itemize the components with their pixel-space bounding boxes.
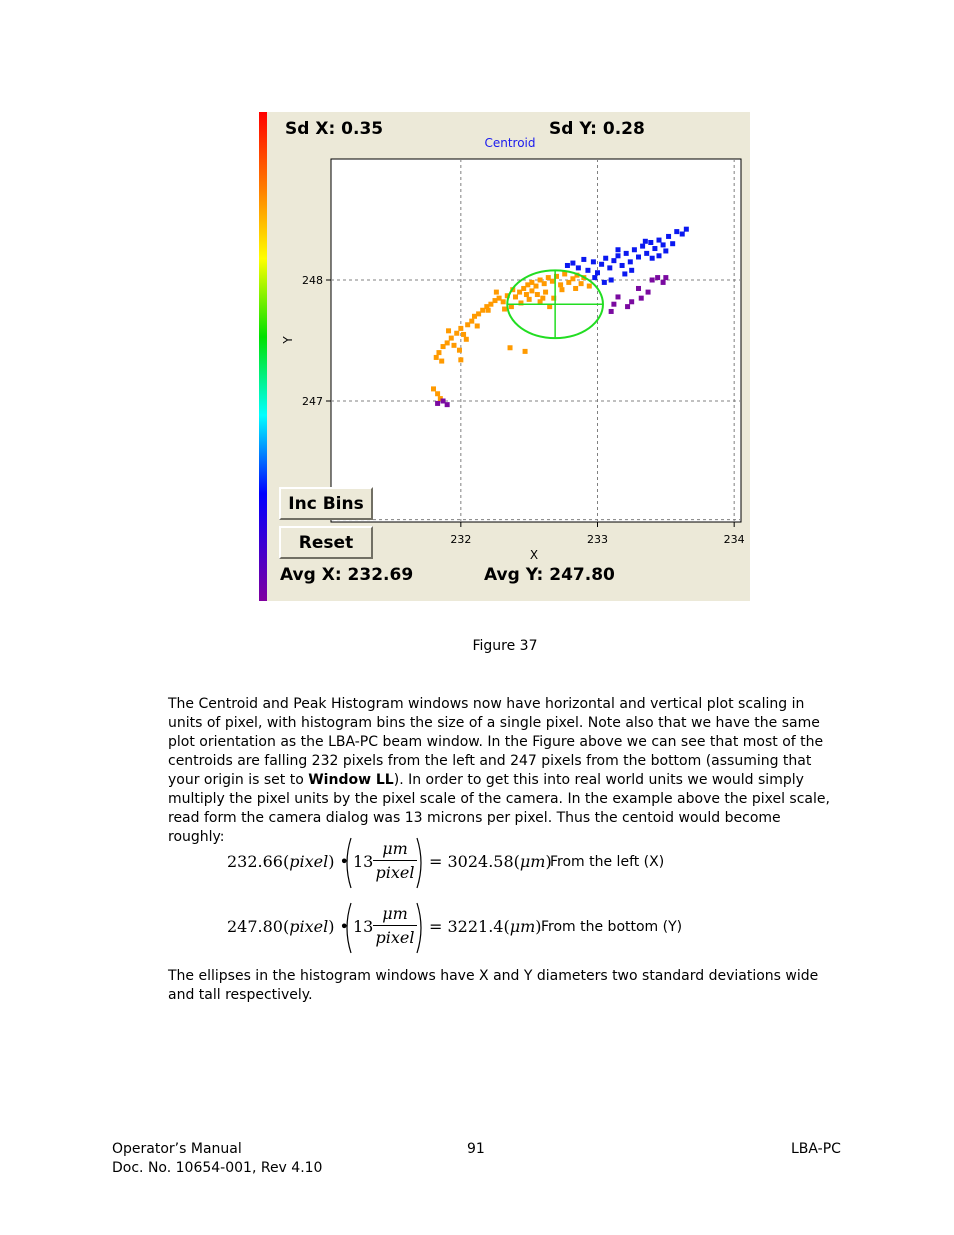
data-point: [579, 281, 584, 286]
left-paren: [341, 901, 353, 955]
data-point: [624, 251, 629, 256]
data-point: [644, 251, 649, 256]
data-point: [663, 275, 668, 280]
paragraph-text: The Centroid and Peak Histogram windows now have horizontal and vertical plot scaling in units of pixel, with histogram bins the size of a single pixel. Note also that we have the same plot orientation as the LBA-PC beam window. In the Figure above we can see that most of the centroids are falling 232 pixels from the left and 247 pixels from the bottom (assuming that your origin is set to: [168, 696, 824, 788]
x-axis-label: X: [529, 548, 539, 562]
data-point: [684, 227, 689, 232]
data-point: [469, 319, 474, 324]
data-point: [609, 309, 614, 314]
data-point: [616, 294, 621, 299]
data-point: [535, 292, 540, 297]
data-point: [452, 343, 457, 348]
data-point: [646, 290, 651, 295]
data-point: [640, 244, 645, 249]
x-tick-label: 234: [723, 533, 745, 546]
data-point: [666, 234, 671, 239]
eq-unit: pixel: [289, 852, 329, 871]
data-point: [650, 278, 655, 283]
data-point: [636, 286, 641, 291]
footer-doc-number: Doc. No. 10654-001, Rev 4.10: [112, 1160, 323, 1176]
data-point: [632, 247, 637, 252]
ellipse-layer: [507, 270, 603, 338]
data-point: [550, 279, 555, 284]
eq-fraction: [373, 838, 417, 883]
data-point: [652, 246, 657, 251]
data-point: [680, 232, 685, 237]
data-point: [542, 281, 547, 286]
data-point: [570, 261, 575, 266]
inc-bins-button[interactable]: Inc Bins: [279, 487, 373, 520]
eq-factor: 13: [353, 852, 374, 871]
data-point: [494, 290, 499, 295]
eq-result: = 3024.58(: [429, 852, 520, 871]
data-point: [523, 349, 528, 354]
avg-y-readout: Avg Y: 247.80: [484, 565, 615, 585]
eq-value: 247.80(: [227, 917, 290, 936]
data-point: [655, 275, 660, 280]
data-point: [611, 302, 616, 307]
sd-y-readout: Sd Y: 0.28: [549, 119, 645, 139]
data-point: [636, 255, 641, 260]
x-tick-label: 232: [450, 533, 472, 546]
footer-page-number: 91: [467, 1141, 485, 1157]
data-point: [592, 275, 597, 280]
eq-result-close: ): [545, 852, 552, 871]
data-point: [475, 323, 480, 328]
sd-x-readout: Sd X: 0.35: [285, 119, 384, 139]
data-point: [603, 256, 608, 261]
eq-numerator: μm: [382, 839, 408, 858]
paragraph-text: ). In order to get this into real world units we would simply multiply the pixel units by the pixel scale of the camera. In the example above the pixel scale, read form the camera dialog was 13 microns per pixel. Thus the centoid would become roughly:: [168, 772, 830, 845]
eq-dot: •: [339, 852, 349, 871]
data-point: [435, 401, 440, 406]
data-point: [559, 287, 564, 292]
eq-result: = 3221.4(: [429, 917, 510, 936]
right-paren: [415, 836, 427, 890]
data-point: [622, 271, 627, 276]
data-point: [457, 348, 462, 353]
data-point: [458, 357, 463, 362]
data-point: [502, 307, 507, 312]
data-point: [585, 268, 590, 273]
data-point: [445, 340, 450, 345]
data-point: [609, 278, 614, 283]
body-paragraph-1: [168, 695, 840, 847]
eq-label: From the bottom (Y): [541, 919, 683, 935]
eq-value: 232.66(: [227, 852, 290, 871]
eq-dot: •: [339, 917, 349, 936]
data-point: [670, 241, 675, 246]
data-point: [625, 304, 630, 309]
data-point: [595, 270, 600, 275]
data-point: [449, 336, 454, 341]
data-point: [458, 326, 463, 331]
eq-close: ): [328, 917, 335, 936]
data-point: [558, 282, 563, 287]
data-point: [543, 290, 548, 295]
data-point: [661, 242, 666, 247]
data-point: [434, 355, 439, 360]
footer-product: LBA-PC: [791, 1141, 841, 1157]
plot-area: [331, 159, 741, 522]
data-point: [573, 286, 578, 291]
data-point: [445, 402, 450, 407]
eq-label: From the left (X): [550, 854, 665, 870]
data-point: [461, 332, 466, 337]
data-point: [657, 238, 662, 243]
eq-unit: pixel: [289, 917, 329, 936]
data-point: [599, 262, 604, 267]
eq-numerator: μm: [382, 904, 408, 923]
data-point: [629, 299, 634, 304]
data-point: [524, 292, 529, 297]
data-point: [527, 297, 532, 302]
body-paragraph-2: The ellipses in the histogram windows have X and Y diameters two standard deviations wide and tall respectively.: [168, 968, 819, 1003]
chart-title: Centroid: [484, 136, 536, 150]
eq-result-unit: μm: [519, 852, 546, 871]
data-point: [602, 280, 607, 285]
data-point: [534, 284, 539, 289]
data-point: [616, 247, 621, 252]
data-point: [501, 299, 506, 304]
data-point: [540, 296, 545, 301]
left-paren: [341, 836, 353, 890]
data-point: [643, 239, 648, 244]
footer-manual-title: Operator’s Manual: [112, 1141, 242, 1157]
data-point: [661, 280, 666, 285]
data-point: [486, 308, 491, 313]
data-point: [639, 296, 644, 301]
x-tick-label: 233: [587, 533, 608, 546]
data-point: [439, 359, 444, 364]
data-point: [611, 258, 616, 263]
figure-caption: Figure 37: [472, 638, 538, 654]
data-point: [587, 284, 592, 289]
data-point: [663, 248, 668, 253]
eq-factor: 13: [353, 917, 374, 936]
data-point: [446, 328, 451, 333]
eq-close: ): [328, 852, 335, 871]
data-point: [464, 337, 469, 342]
data-point: [576, 265, 581, 270]
color-scale-bar: [259, 112, 267, 601]
y-tick-label: 248: [302, 274, 323, 287]
y-axis-label: Y: [281, 336, 295, 344]
data-point: [431, 386, 436, 391]
right-paren: [415, 901, 427, 955]
data-point: [435, 391, 440, 396]
eq-denominator: pixel: [375, 863, 415, 882]
data-point: [591, 259, 596, 264]
data-point: [454, 331, 459, 336]
data-point: [436, 350, 441, 355]
data-point: [650, 256, 655, 261]
eq-fraction: [373, 903, 417, 948]
data-point: [657, 253, 662, 258]
data-point: [629, 268, 634, 273]
data-point: [581, 257, 586, 262]
data-point: [513, 294, 518, 299]
reset-button[interactable]: Reset: [279, 526, 373, 559]
data-point: [620, 263, 625, 268]
data-point: [508, 345, 513, 350]
data-point: [607, 265, 612, 270]
eq-denominator: pixel: [375, 928, 415, 947]
bold-term: Window LL: [308, 772, 394, 788]
y-tick-label: 247: [302, 395, 323, 408]
data-point: [628, 259, 633, 264]
data-point: [616, 253, 621, 258]
avg-x-readout: Avg X: 232.69: [280, 565, 414, 585]
data-point: [674, 229, 679, 234]
data-point: [529, 288, 534, 293]
eq-result-close: ): [535, 917, 542, 936]
data-point: [565, 263, 570, 268]
data-point: [648, 240, 653, 245]
eq-result-unit: μm: [509, 917, 536, 936]
